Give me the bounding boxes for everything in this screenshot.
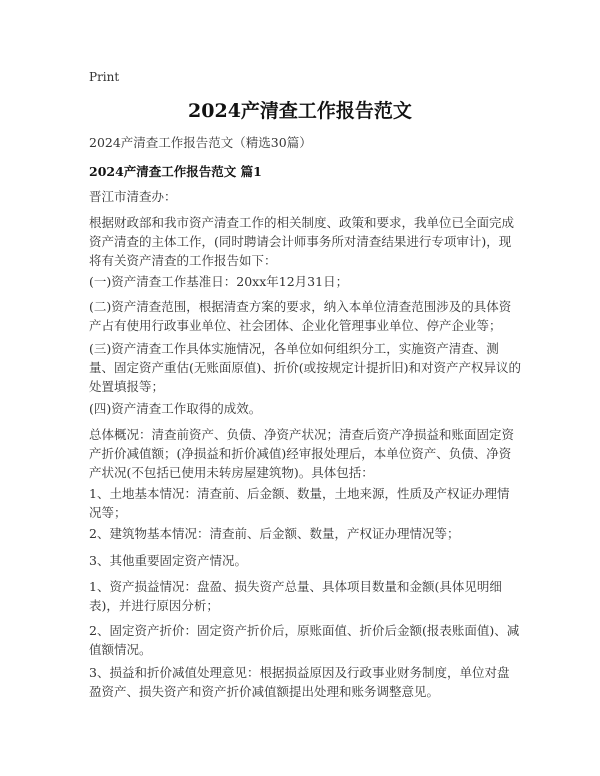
paragraph-item-2: (二)资产清查范围，根据清查方案的要求，纳入本单位清查范围涉及的具体资产占有使用行政事业单位、社会团体、企业化管理事业单位、停产企业等； xyxy=(89,299,512,333)
paragraph-buildings: 2、建筑物基本情况：清查前、后金额、数量，产权证办理情况等； xyxy=(89,526,460,541)
print-label: Print xyxy=(89,70,120,84)
section-heading: 2024产清查工作报告范文 篇1 xyxy=(89,164,262,179)
page-title: 2024产清查工作报告范文 xyxy=(188,100,412,122)
paragraph-intro: 根据财政部和我市资产清查工作的相关制度、政策和要求，我单位已全面完成资产清查的主体工作，(同时聘请会计师事务所对清查结果进行专项审计)，现将有关资产清查的工作报告如下： xyxy=(89,215,515,268)
paragraph-gains-losses: 1、资产损益情况：盘盈、损失资产总量、具体项目数量和金额(具体见明细表)，并进行原因分析； xyxy=(89,579,502,613)
paragraph-other-assets: 3、其他重要固定资产情况。 xyxy=(89,553,247,568)
paragraph-item-4: (四)资产清查工作取得的成效。 xyxy=(89,401,262,416)
paragraph-item-3: (三)资产清查工作具体实施情况，各单位如何组织分工，实施资产清查、测量、固定资产重估(无账面原值)、折价(或按规定计提折旧)和对资产产权异议的处置填报等； xyxy=(89,341,522,394)
paragraph-depreciation: 2、固定资产折价：固定资产折价后，原账面值、折价后金额(报表账面值)、减值额情况。 xyxy=(89,623,520,657)
paragraph-salutation: 晋江市清查办： xyxy=(89,189,177,204)
paragraph-item-1: (一)资产清查工作基准日：20xx年12月31日； xyxy=(89,274,349,289)
document-subtitle: 2024产清查工作报告范文（精选30篇） xyxy=(89,135,312,150)
paragraph-handling: 3、损益和折价减值处理意见：根据损益原因及行政事业财务制度，单位对盘盈资产、损失资产和资产折价减值额提出处理和账务调整意见。 xyxy=(89,665,510,699)
paragraph-overview: 总体概况：清查前资产、负债、净资产状况；清查后资产净损益和账面固定资产折价减值额；(净损益和折价减值)经审报处理后，本单位资产、负债、净资产状况(不包括已使用未转房屋建筑物)。具体包括： xyxy=(89,427,515,480)
paragraph-land: 1、土地基本情况：清查前、后金额、数量，土地来源，性质及产权证办理情况等； xyxy=(89,486,510,520)
